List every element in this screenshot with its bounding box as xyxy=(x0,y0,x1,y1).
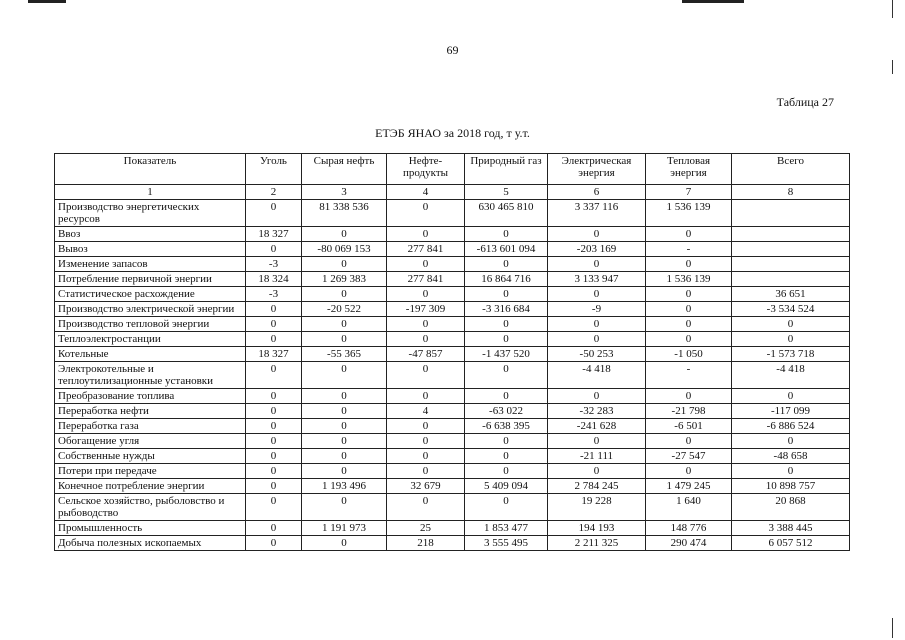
table-cell: -1 573 718 xyxy=(732,347,850,362)
column-number: 8 xyxy=(732,185,850,200)
table-row xyxy=(55,449,850,464)
table-cell: 0 xyxy=(387,227,465,242)
column-number: 7 xyxy=(646,185,732,200)
table-cell: 0 xyxy=(246,536,302,551)
table-cell xyxy=(732,200,850,227)
table-cell: -1 050 xyxy=(646,347,732,362)
table-cell: 0 xyxy=(246,464,302,479)
table-cell: 18 327 xyxy=(246,347,302,362)
row-label: Промышленность xyxy=(55,521,246,536)
table-cell: 0 xyxy=(465,317,548,332)
table-cell: 0 xyxy=(646,227,732,242)
table-cell: 0 xyxy=(246,479,302,494)
table-cell: 0 xyxy=(465,362,548,389)
table-cell: 218 xyxy=(387,536,465,551)
table-cell: 0 xyxy=(465,494,548,521)
table-cell: - xyxy=(646,362,732,389)
table-cell: -4 418 xyxy=(548,362,646,389)
table-cell: 0 xyxy=(246,302,302,317)
column-header: Всего xyxy=(732,154,850,185)
top-edge-mark-right xyxy=(682,0,744,3)
table-cell: -1 437 520 xyxy=(465,347,548,362)
table-cell: -117 099 xyxy=(732,404,850,419)
table-label: Таблица 27 xyxy=(776,95,834,109)
column-number: 1 xyxy=(55,185,246,200)
table-cell: 0 xyxy=(548,257,646,272)
table-cell: 0 xyxy=(246,434,302,449)
table-cell: 0 xyxy=(548,389,646,404)
table-cell: -27 547 xyxy=(646,449,732,464)
table-row xyxy=(55,242,850,257)
table-cell: 0 xyxy=(302,464,387,479)
column-header: Показатель xyxy=(55,154,246,185)
table-cell: 0 xyxy=(246,362,302,389)
table-cell: -80 069 153 xyxy=(302,242,387,257)
table-cell: 0 xyxy=(387,257,465,272)
table-cell: 5 409 094 xyxy=(465,479,548,494)
row-label: Добыча полезных ископаемых xyxy=(55,536,246,551)
table-row xyxy=(55,302,850,317)
table-row xyxy=(55,347,850,362)
table-cell: 0 xyxy=(387,362,465,389)
table-cell: 0 xyxy=(302,287,387,302)
table-cell: -3 xyxy=(246,257,302,272)
row-label: Собственные нужды xyxy=(55,449,246,464)
table-cell: 0 xyxy=(732,317,850,332)
table-row xyxy=(55,362,850,389)
table-cell: 0 xyxy=(387,317,465,332)
table-row xyxy=(55,536,850,551)
table-cell: 2 211 325 xyxy=(548,536,646,551)
table-cell: -48 658 xyxy=(732,449,850,464)
table-cell: 0 xyxy=(732,389,850,404)
row-label: Преобразование топлива xyxy=(55,389,246,404)
table-cell: 0 xyxy=(387,494,465,521)
table-cell: 0 xyxy=(387,434,465,449)
table-cell: 0 xyxy=(646,317,732,332)
table-row xyxy=(55,404,850,419)
table-cell: 0 xyxy=(387,200,465,227)
table-cell: 0 xyxy=(465,257,548,272)
table-cell xyxy=(732,272,850,287)
table-cell: 0 xyxy=(302,389,387,404)
table-cell: -9 xyxy=(548,302,646,317)
row-label: Конечное потребление энергии xyxy=(55,479,246,494)
row-label: Потребление первичной энергии xyxy=(55,272,246,287)
table-cell: 0 xyxy=(387,419,465,434)
table-row xyxy=(55,434,850,449)
table-cell: 0 xyxy=(246,419,302,434)
table-cell: 0 xyxy=(646,257,732,272)
column-header: Нефте-продукты xyxy=(387,154,465,185)
table-cell xyxy=(732,242,850,257)
table-cell: 630 465 810 xyxy=(465,200,548,227)
table-cell: 0 xyxy=(548,287,646,302)
table-row xyxy=(55,521,850,536)
table-cell: 0 xyxy=(246,200,302,227)
row-label: Производство тепловой энергии xyxy=(55,317,246,332)
table-cell: 0 xyxy=(465,332,548,347)
table-cell: -3 xyxy=(246,287,302,302)
table-cell: 148 776 xyxy=(646,521,732,536)
row-label: Производство энергетических ресурсов xyxy=(55,200,246,227)
table-cell: -63 022 xyxy=(465,404,548,419)
column-header: Уголь xyxy=(246,154,302,185)
column-number: 2 xyxy=(246,185,302,200)
table-cell: -20 522 xyxy=(302,302,387,317)
margin-mark xyxy=(892,618,893,638)
table-cell: 0 xyxy=(387,389,465,404)
margin-mark xyxy=(892,0,893,18)
table-cell: 0 xyxy=(302,536,387,551)
table-cell: 0 xyxy=(302,317,387,332)
table-cell: 0 xyxy=(246,521,302,536)
table-cell: 19 228 xyxy=(548,494,646,521)
table-cell: 2 784 245 xyxy=(548,479,646,494)
table-cell: 0 xyxy=(548,332,646,347)
table-cell: -50 253 xyxy=(548,347,646,362)
row-label: Потери при передаче xyxy=(55,464,246,479)
table-cell: 0 xyxy=(548,464,646,479)
table-row xyxy=(55,332,850,347)
table-cell: -203 169 xyxy=(548,242,646,257)
row-label: Изменение запасов xyxy=(55,257,246,272)
table-cell: 1 536 139 xyxy=(646,272,732,287)
table-cell: 1 536 139 xyxy=(646,200,732,227)
table-cell: 0 xyxy=(246,494,302,521)
row-label: Производство электрической энергии xyxy=(55,302,246,317)
row-label: Котельные xyxy=(55,347,246,362)
table-cell: 1 479 245 xyxy=(646,479,732,494)
table-cell: -3 316 684 xyxy=(465,302,548,317)
table-cell: 4 xyxy=(387,404,465,419)
table-cell: -32 283 xyxy=(548,404,646,419)
table-row xyxy=(55,494,850,521)
table-cell: -21 798 xyxy=(646,404,732,419)
table-row xyxy=(55,419,850,434)
table-cell: 0 xyxy=(387,287,465,302)
table-cell: 1 193 496 xyxy=(302,479,387,494)
table-cell: 0 xyxy=(246,449,302,464)
column-number: 5 xyxy=(465,185,548,200)
table-cell: 0 xyxy=(548,434,646,449)
table-cell: 0 xyxy=(246,404,302,419)
table-cell: 0 xyxy=(302,419,387,434)
table-row xyxy=(55,464,850,479)
page-number: 69 xyxy=(446,43,459,57)
table-row xyxy=(55,257,850,272)
table-cell: 1 191 973 xyxy=(302,521,387,536)
table-cell: -6 501 xyxy=(646,419,732,434)
table-cell: 0 xyxy=(732,434,850,449)
table-cell: 0 xyxy=(646,464,732,479)
table-cell: 0 xyxy=(548,227,646,242)
table-cell: 32 679 xyxy=(387,479,465,494)
column-number-row xyxy=(55,185,850,200)
row-label: Сельское хозяйство, рыболовство и рыбоводство xyxy=(55,494,246,521)
column-header: Электрическая энергия xyxy=(548,154,646,185)
table-cell: 16 864 716 xyxy=(465,272,548,287)
table-cell: 0 xyxy=(646,434,732,449)
header-row xyxy=(55,154,850,185)
table-cell: -55 365 xyxy=(302,347,387,362)
table-cell: 0 xyxy=(548,317,646,332)
table-cell: 0 xyxy=(302,257,387,272)
table-row xyxy=(55,227,850,242)
table-cell: 3 133 947 xyxy=(548,272,646,287)
table-cell xyxy=(732,257,850,272)
table-cell: -3 534 524 xyxy=(732,302,850,317)
table-row xyxy=(55,389,850,404)
table-cell: 0 xyxy=(732,464,850,479)
table-cell: 0 xyxy=(465,227,548,242)
column-number: 3 xyxy=(302,185,387,200)
row-label: Переработка нефти xyxy=(55,404,246,419)
table-cell: -6 638 395 xyxy=(465,419,548,434)
table-cell: -241 628 xyxy=(548,419,646,434)
table-cell: 0 xyxy=(302,434,387,449)
table-cell: 81 338 536 xyxy=(302,200,387,227)
table-cell: 0 xyxy=(465,389,548,404)
table-cell: 0 xyxy=(246,317,302,332)
table-cell: 20 868 xyxy=(732,494,850,521)
row-label: Электрокотельные и теплоутилизационные установки xyxy=(55,362,246,389)
table-cell: 0 xyxy=(646,389,732,404)
column-header: Тепловая энергия xyxy=(646,154,732,185)
column-header: Сырая нефть xyxy=(302,154,387,185)
table-cell: 277 841 xyxy=(387,272,465,287)
table-cell: 3 388 445 xyxy=(732,521,850,536)
table-cell: 0 xyxy=(246,242,302,257)
table-cell: 6 057 512 xyxy=(732,536,850,551)
table-cell: 0 xyxy=(732,332,850,347)
table-cell: 36 651 xyxy=(732,287,850,302)
table-cell: 0 xyxy=(465,434,548,449)
row-label: Теплоэлектростанции xyxy=(55,332,246,347)
table-title: ЕТЭБ ЯНАО за 2018 год, т у.т. xyxy=(375,126,530,140)
table-cell: 1 640 xyxy=(646,494,732,521)
row-label: Переработка газа xyxy=(55,419,246,434)
table-cell: -197 309 xyxy=(387,302,465,317)
table-cell: 0 xyxy=(387,464,465,479)
table-cell: - xyxy=(646,242,732,257)
table-cell: 0 xyxy=(302,332,387,347)
table-cell: 0 xyxy=(302,404,387,419)
table-cell: 0 xyxy=(302,227,387,242)
table-cell xyxy=(732,227,850,242)
table-cell: 0 xyxy=(646,287,732,302)
table-cell: 194 193 xyxy=(548,521,646,536)
row-label: Вывоз xyxy=(55,242,246,257)
table-row xyxy=(55,272,850,287)
table-cell: 18 324 xyxy=(246,272,302,287)
energy-balance-table xyxy=(54,153,850,551)
table-row xyxy=(55,317,850,332)
table-cell: 0 xyxy=(646,302,732,317)
table-cell: 0 xyxy=(465,464,548,479)
table-cell: -613 601 094 xyxy=(465,242,548,257)
column-number: 4 xyxy=(387,185,465,200)
table-row xyxy=(55,479,850,494)
table-cell: 3 337 116 xyxy=(548,200,646,227)
table-cell: 18 327 xyxy=(246,227,302,242)
table-cell: -4 418 xyxy=(732,362,850,389)
table-cell: 0 xyxy=(465,287,548,302)
table-cell: 1 853 477 xyxy=(465,521,548,536)
table-cell: 3 555 495 xyxy=(465,536,548,551)
table-cell: -6 886 524 xyxy=(732,419,850,434)
table-cell: 0 xyxy=(302,449,387,464)
table-cell: 0 xyxy=(302,362,387,389)
top-edge-mark-left xyxy=(28,0,66,3)
row-label: Ввоз xyxy=(55,227,246,242)
margin-mark xyxy=(892,60,893,74)
row-label: Статистическое расхождение xyxy=(55,287,246,302)
row-label: Обогащение угля xyxy=(55,434,246,449)
table-row xyxy=(55,287,850,302)
table-cell: -21 111 xyxy=(548,449,646,464)
table-cell: 277 841 xyxy=(387,242,465,257)
column-number: 6 xyxy=(548,185,646,200)
table-cell: 0 xyxy=(387,332,465,347)
table-cell: -47 857 xyxy=(387,347,465,362)
table-cell: 0 xyxy=(387,449,465,464)
table-cell: 1 269 383 xyxy=(302,272,387,287)
table-cell: 0 xyxy=(302,494,387,521)
table-cell: 290 474 xyxy=(646,536,732,551)
table-cell: 0 xyxy=(246,389,302,404)
table-cell: 0 xyxy=(465,449,548,464)
column-header: Природный газ xyxy=(465,154,548,185)
table-row xyxy=(55,200,850,227)
table-cell: 0 xyxy=(646,332,732,347)
table-cell: 0 xyxy=(246,332,302,347)
table-cell: 10 898 757 xyxy=(732,479,850,494)
table-cell: 25 xyxy=(387,521,465,536)
